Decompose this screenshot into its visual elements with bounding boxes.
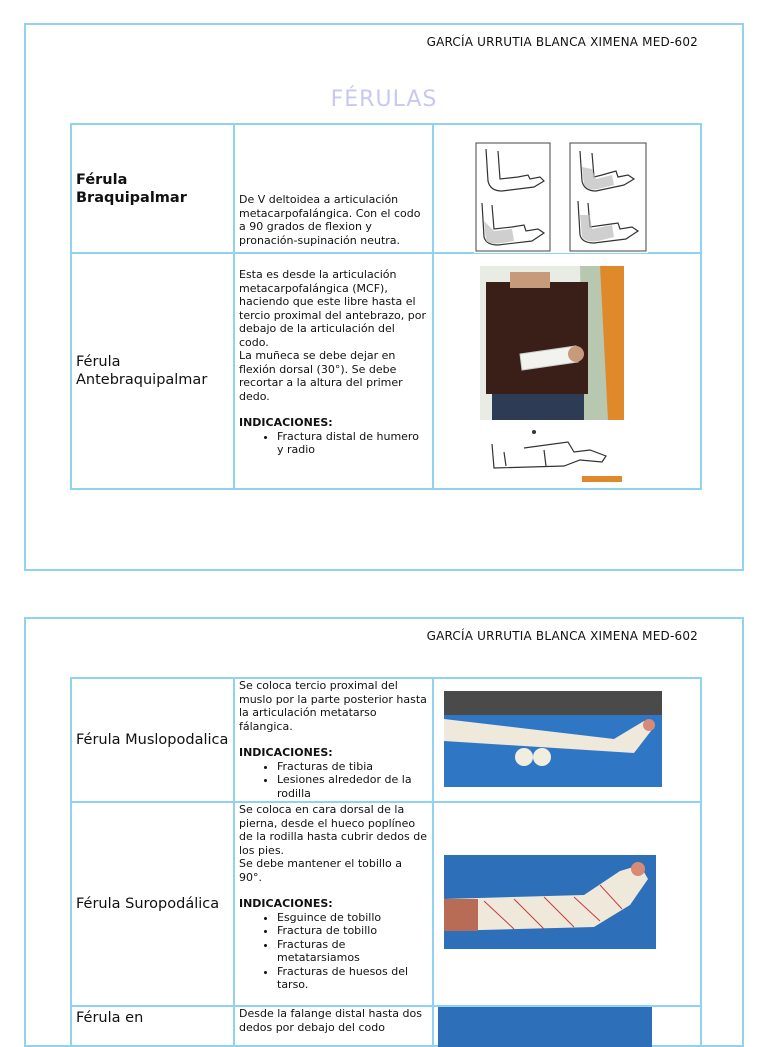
image-cell <box>433 253 701 489</box>
list-item: • Fracturas de huesos del tarso. <box>277 965 428 992</box>
description-text: Se coloca tercio proximal del muslo por la parte posterior hasta la articulación metatarso fálangica. <box>239 679 427 733</box>
image-cell <box>433 678 701 802</box>
description-text: De V deltoidea a articulación metacarpofalángica. Con el codo a 90 grados de flexion y pronación-supinación neutra. <box>239 193 421 247</box>
splint-name: Férula Braquipalmar <box>71 124 234 253</box>
document-page-1 <box>24 23 744 571</box>
description-text: Desde la falange distal hasta dos dedos por debajo del codo <box>239 1007 422 1034</box>
arm-splint-illustration <box>474 141 648 253</box>
image-cell <box>433 802 701 1006</box>
list-item: • Fractura de tobillo <box>277 924 428 938</box>
splint-description <box>234 802 433 1006</box>
splint-description <box>234 1006 433 1046</box>
splint-name: Férula Suropodálica <box>71 802 234 1006</box>
leg-splint-photo <box>444 691 662 787</box>
forearm-splint-photo <box>480 266 624 420</box>
list-item: • Esguince de tobillo <box>277 911 428 925</box>
description-text: Se coloca en cara dorsal de la pierna, desde el hueco poplíneo de la rodilla hasta cubrir dedos de los pies. <box>239 803 427 857</box>
image-cell <box>433 1006 701 1046</box>
indications-label: INDICACIONES: <box>239 416 333 429</box>
list-item: • Fracturas de tibia <box>277 760 428 774</box>
table-row-suropodalica <box>71 802 701 1006</box>
image-cell <box>433 124 701 253</box>
description-text: Esta es desde la articulación metacarpofalángica (MCF), haciendo que este libre hasta el tercio proximal del antebrazo, por debajo de la articulación del codo. <box>239 268 426 349</box>
splints-table-2 <box>70 677 702 1047</box>
table-row-other-splint <box>71 1006 701 1046</box>
list-item: • Lesiones alrededor de la rodilla <box>277 773 428 800</box>
indications-list <box>239 430 428 457</box>
splint-name: Férula Muslopodalica <box>71 678 234 802</box>
author-header: GARCÍA URRUTIA BLANCA XIMENA MED-602 <box>426 629 698 643</box>
splint-description <box>234 124 433 253</box>
description-text: Se debe mantener el tobillo a 90°. <box>239 857 402 884</box>
description-text: La muñeca se debe dejar en flexión dorsal (30°). Se debe recortar a la altura del primer dedo. <box>239 349 403 403</box>
forearm-splint-diagram <box>484 424 622 482</box>
splint-name: Férula en <box>71 1006 234 1046</box>
lower-leg-splint-photo <box>444 855 656 949</box>
list-item: • Fracturas de metatarsiamos <box>277 938 428 965</box>
page-title: FÉRULAS <box>330 87 438 112</box>
list-item: • Fractura distal de humero y radio <box>277 430 428 457</box>
table-row-braquipalmar <box>71 124 701 253</box>
indications-label: INDICACIONES: <box>239 746 333 759</box>
document-page-2 <box>24 617 744 1047</box>
splint-name: Férula Antebraquipalmar <box>71 253 234 489</box>
author-header: GARCÍA URRUTIA BLANCA XIMENA MED-602 <box>426 35 698 49</box>
splint-description <box>234 678 433 802</box>
hand-splint-photo <box>438 1007 652 1047</box>
indications-label: INDICACIONES: <box>239 897 333 910</box>
indications-list <box>239 911 428 992</box>
indications-list <box>239 760 428 801</box>
splints-table-1 <box>70 123 702 490</box>
splint-description <box>234 253 433 489</box>
table-row-antebraquipalmar <box>71 253 701 489</box>
table-row-muslopodalica <box>71 678 701 802</box>
